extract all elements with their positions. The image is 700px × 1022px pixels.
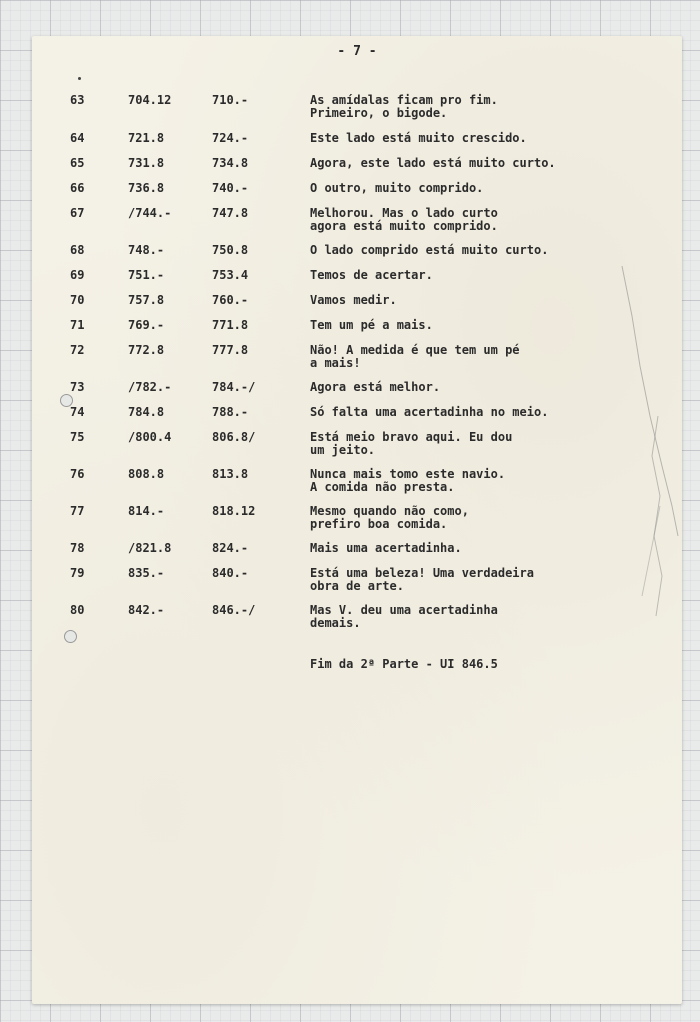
dialogue-line: Agora, este lado está muito curto. <box>310 156 556 170</box>
dialogue-line: Agora está melhor. <box>310 380 441 394</box>
dialogue-line: Mas V. deu uma acertadinha <box>310 603 498 617</box>
timecode-start: 808.8 <box>128 467 165 481</box>
dialogue-line: Está uma beleza! Uma verdadeira <box>310 566 534 580</box>
dialogue-text <box>310 157 556 170</box>
row-number: 80 <box>70 603 85 617</box>
dialogue-text <box>310 431 512 457</box>
dialogue-line: Primeiro, o bigode. <box>310 106 448 120</box>
row-number: 69 <box>70 268 85 282</box>
dialogue-text <box>310 294 397 307</box>
dialogue-line: O lado comprido está muito curto. <box>310 243 549 257</box>
punch-hole-lower <box>64 630 77 643</box>
dialogue-text <box>310 244 548 257</box>
row-number: 68 <box>70 243 85 257</box>
dialogue-line: demais. <box>310 616 361 630</box>
dialogue-text <box>310 269 433 282</box>
dialogue-line: Melhorou. Mas o lado curto <box>310 206 498 220</box>
row-number: 76 <box>70 467 85 481</box>
timecode-end: 824.- <box>212 541 249 555</box>
timecode-end: 806.8/ <box>212 430 256 444</box>
dialogue-text <box>310 344 520 370</box>
timecode-start: 784.8 <box>128 405 165 419</box>
timecode-start: /821.8 <box>128 541 172 555</box>
dialogue-text <box>310 132 527 145</box>
timecode-start: /744.- <box>128 206 172 220</box>
row-number: 72 <box>70 343 85 357</box>
row-number: 78 <box>70 541 85 555</box>
timecode-start: 704.12 <box>128 93 172 107</box>
timecode-start: 748.- <box>128 243 165 257</box>
dialogue-line: prefiro boa comida. <box>310 517 448 531</box>
dialogue-line: Temos de acertar. <box>310 268 433 282</box>
timecode-end: 771.8 <box>212 318 249 332</box>
timecode-start: 769.- <box>128 318 165 332</box>
timecode-end: 788.- <box>212 405 249 419</box>
timecode-start: 751.- <box>128 268 165 282</box>
dialogue-line: As amídalas ficam pro fim. <box>310 93 498 107</box>
dialogue-line: Não! A medida é que tem um pé <box>310 343 520 357</box>
timecode-start: 731.8 <box>128 156 165 170</box>
dialogue-line: Nunca mais tomo este navio. <box>310 467 506 481</box>
timecode-end: 734.8 <box>212 156 249 170</box>
dialogue-line: Vamos medir. <box>310 293 397 307</box>
timecode-end: 740.- <box>212 181 249 195</box>
timecode-end: 750.8 <box>212 243 249 257</box>
row-number: 65 <box>70 156 85 170</box>
dialogue-line: Este lado está muito crescido. <box>310 131 527 145</box>
punch-hole-upper <box>60 394 73 407</box>
timecode-end: 813.8 <box>212 467 249 481</box>
timecode-end: 777.8 <box>212 343 249 357</box>
ink-speck <box>78 77 81 80</box>
dialogue-line: Só falta uma acertadinha no meio. <box>310 405 549 419</box>
timecode-end: 710.- <box>212 93 249 107</box>
dialogue-text <box>310 94 498 120</box>
dialogue-text <box>310 542 462 555</box>
dialogue-text <box>310 567 534 593</box>
dialogue-text <box>310 207 498 233</box>
timecode-end: 724.- <box>212 131 249 145</box>
timecode-end: 846.-/ <box>212 603 256 617</box>
dialogue-text <box>310 319 433 332</box>
dialogue-line: um jeito. <box>310 443 376 457</box>
row-number: 79 <box>70 566 85 580</box>
dialogue-line: agora está muito comprido. <box>310 219 498 233</box>
timecode-end: 747.8 <box>212 206 249 220</box>
timecode-end: 784.-/ <box>212 380 256 394</box>
timecode-start: /782.- <box>128 380 172 394</box>
timecode-end: 818.12 <box>212 504 256 518</box>
dialogue-line: Está meio bravo aqui. Eu dou <box>310 430 513 444</box>
timecode-start: /800.4 <box>128 430 172 444</box>
dialogue-text <box>310 182 483 195</box>
dialogue-line: a mais! <box>310 356 361 370</box>
timecode-start: 736.8 <box>128 181 165 195</box>
section-end-note: Fim da 2ª Parte - UI 846.5 <box>310 657 498 671</box>
timecode-start: 721.8 <box>128 131 165 145</box>
dialogue-line: A comida não presta. <box>310 480 455 494</box>
timecode-start: 757.8 <box>128 293 165 307</box>
dialogue-text <box>310 468 505 494</box>
timecode-start: 772.8 <box>128 343 165 357</box>
dialogue-text <box>310 505 469 531</box>
page-number: - 7 - <box>337 44 377 59</box>
dialogue-line: obra de arte. <box>310 579 404 593</box>
row-number: 66 <box>70 181 85 195</box>
dialogue-text <box>310 604 498 630</box>
timecode-start: 814.- <box>128 504 165 518</box>
row-number: 63 <box>70 93 85 107</box>
timecode-end: 760.- <box>212 293 249 307</box>
dialogue-line: O outro, muito comprido. <box>310 181 484 195</box>
timecode-start: 835.- <box>128 566 165 580</box>
row-number: 67 <box>70 206 85 220</box>
row-number: 75 <box>70 430 85 444</box>
timecode-start: 842.- <box>128 603 165 617</box>
timecode-end: 840.- <box>212 566 249 580</box>
row-number: 71 <box>70 318 85 332</box>
row-number: 74 <box>70 405 85 419</box>
row-number: 73 <box>70 380 85 394</box>
dialogue-line: Mais uma acertadinha. <box>310 541 462 555</box>
dialogue-text <box>310 381 440 394</box>
dialogue-text <box>310 406 548 419</box>
row-number: 77 <box>70 504 85 518</box>
paper-crease-mark <box>562 36 682 676</box>
row-number: 70 <box>70 293 85 307</box>
dialogue-line: Tem um pé a mais. <box>310 318 433 332</box>
row-number: 64 <box>70 131 85 145</box>
document-sheet <box>32 36 682 1004</box>
dialogue-line: Mesmo quando não como, <box>310 504 469 518</box>
timecode-end: 753.4 <box>212 268 249 282</box>
